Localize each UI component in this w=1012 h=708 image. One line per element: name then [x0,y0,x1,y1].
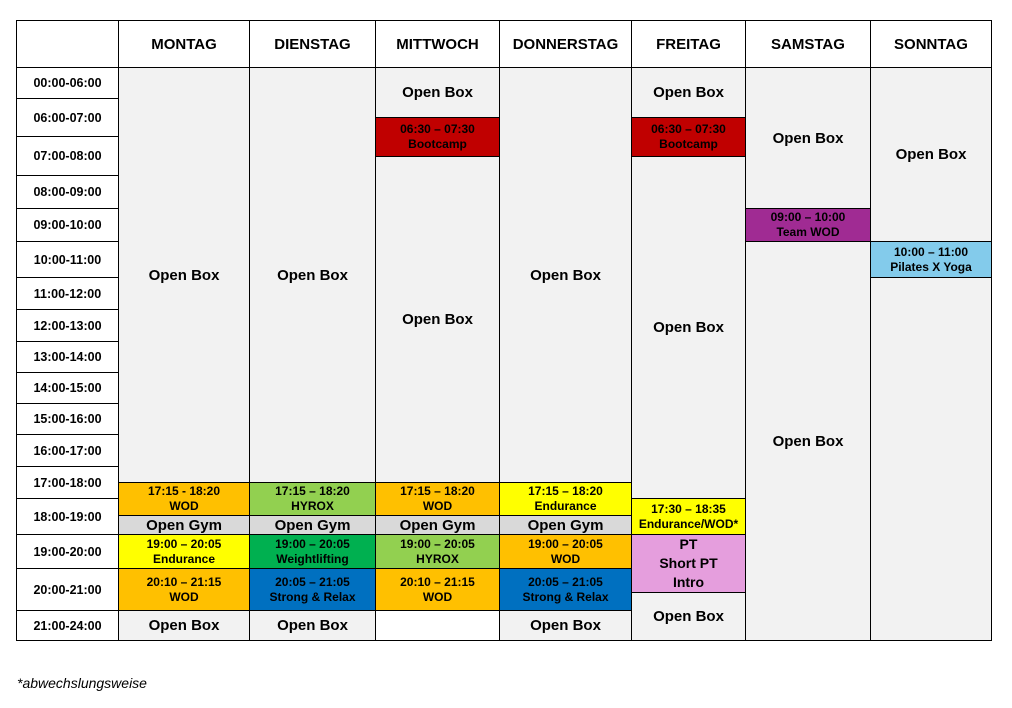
time-slot-3-line-1: 07:00-08:00 [33,149,102,163]
wednesday-hyrox-1900 [375,534,500,569]
time-slot-6-line-1: 10:00-11:00 [33,252,102,267]
friday-endurance-wod-1730-line-1: 17:30 – 18:35 [651,501,726,516]
time-slot-11-line-1: 15:00-16:00 [33,412,102,426]
header-thursday [499,20,632,68]
thursday-open-box-line-1: Open Box [530,266,601,284]
saturday-open-box-morning [745,67,871,209]
time-slot-13 [16,466,119,499]
time-slot-2-line-1: 06:00-07:00 [33,110,102,125]
saturday-open-box [745,241,871,641]
time-slot-17 [16,610,119,641]
wednesday-open-gym-line-1: Open Gym [399,516,476,534]
tuesday-weightlifting-1900-line-2: Weightlifting [276,551,349,566]
wednesday-hyrox-1900-line-2: HYROX [416,551,459,566]
time-slot-4-line-1: 08:00-09:00 [33,185,102,199]
monday-open-box-evening [118,610,250,641]
header-wednesday [375,20,500,68]
wednesday-open-box [375,156,500,483]
tuesday-hyrox-1715 [249,482,376,516]
header-tuesday [249,20,376,68]
tuesday-hyrox-1715-line-2: HYROX [291,499,334,513]
monday-open-box-evening-line-1: Open Box [148,617,220,634]
tuesday-open-box-evening-line-1: Open Box [277,617,348,634]
sunday-open-area [870,277,992,641]
friday-open-box-morning [631,67,746,118]
time-slot-16 [16,568,119,611]
tuesday-open-box-evening [249,610,376,641]
time-slot-9-line-1: 13:00-14:00 [33,350,102,364]
tuesday-strong-relax-2005 [249,568,376,611]
saturday-team-wod-0900-line-2: Team WOD [776,225,840,239]
tuesday-open-box-line-1: Open Box [277,266,348,284]
time-slot-6 [16,241,119,278]
monday-wod-2010-line-1: 20:10 – 21:15 [146,574,222,589]
saturday-team-wod-0900-line-1: 09:00 – 10:00 [770,210,846,224]
monday-wod-1715 [118,482,250,516]
header-monday-line-1: MONTAG [151,35,217,53]
friday-pt-block-line-1: PT [679,536,698,552]
sunday-pilates-yoga-1000 [870,241,992,278]
time-slot-2 [16,98,119,137]
monday-wod-1715-line-1: 17:15 - 18:20 [147,484,221,498]
time-slot-9 [16,341,119,373]
wednesday-wod-1715 [375,482,500,516]
wednesday-wod-1715-line-2: WOD [422,499,453,513]
friday-bootcamp-0630-line-1: 06:30 – 07:30 [651,122,726,136]
time-slot-1-line-1: 00:00-06:00 [33,76,102,90]
thursday-open-box [499,67,632,483]
thursday-open-gym-line-1: Open Gym [527,516,604,534]
time-slot-17-line-1: 21:00-24:00 [33,618,102,633]
thursday-wod-1900-line-1: 19:00 – 20:05 [528,536,603,551]
time-slot-3 [16,136,119,176]
time-slot-14 [16,498,119,535]
thursday-strong-relax-2005-line-2: Strong & Relax [522,589,609,604]
thursday-open-box-evening [499,610,632,641]
time-slot-12-line-1: 16:00-17:00 [33,443,102,458]
time-slot-5-line-1: 09:00-10:00 [33,218,102,232]
friday-open-box [631,156,746,499]
time-slot-16-line-1: 20:00-21:00 [33,582,102,597]
friday-bootcamp-0630 [631,117,746,157]
tuesday-weightlifting-1900-line-1: 19:00 – 20:05 [275,536,350,551]
friday-endurance-wod-1730 [631,498,746,535]
wednesday-bootcamp-0630-line-1: 06:30 – 07:30 [400,122,475,136]
friday-bootcamp-0630-line-2: Bootcamp [659,137,718,151]
time-slot-15-line-1: 19:00-20:00 [33,544,102,559]
thursday-wod-1900 [499,534,632,569]
time-slot-5 [16,208,119,242]
wednesday-empty-evening [375,610,500,641]
thursday-open-gym [499,515,632,535]
sunday-open-box-morning-line-1: Open Box [895,146,967,163]
time-slot-10 [16,372,119,404]
time-slot-10-line-1: 14:00-15:00 [33,381,102,395]
monday-wod-2010 [118,568,250,611]
header-friday [631,20,746,68]
friday-open-box-evening-line-1: Open Box [653,608,724,625]
header-saturday [745,20,871,68]
monday-wod-2010-line-2: WOD [169,589,199,604]
header-thursday-line-1: DONNERSTAG [512,35,619,53]
sunday-pilates-yoga-1000-line-2: Pilates X Yoga [890,259,972,274]
wednesday-wod-1715-line-1: 17:15 – 18:20 [400,484,475,498]
time-slot-13-line-1: 17:00-18:00 [33,475,102,490]
tuesday-strong-relax-2005-line-2: Strong & Relax [269,589,356,604]
tuesday-strong-relax-2005-line-1: 20:05 – 21:05 [275,574,350,589]
header-sunday-line-1: SONNTAG [894,35,968,53]
wednesday-wod-2010 [375,568,500,611]
tuesday-hyrox-1715-line-1: 17:15 – 18:20 [275,484,350,498]
monday-endurance-1900-line-1: 19:00 – 20:05 [146,536,222,551]
tuesday-open-box [249,67,376,483]
header-monday [118,20,250,68]
tuesday-weightlifting-1900 [249,534,376,569]
time-slot-14-line-1: 18:00-19:00 [33,509,102,524]
wednesday-open-box-morning [375,67,500,118]
saturday-team-wod-0900 [745,208,871,242]
saturday-open-box-line-1: Open Box [772,432,844,450]
time-slot-1 [16,67,119,99]
friday-open-box-evening [631,592,746,641]
time-slot-7 [16,277,119,310]
header-saturday-line-1: SAMSTAG [771,35,845,53]
wednesday-bootcamp-0630-line-2: Bootcamp [408,137,467,151]
tuesday-open-gym [249,515,376,535]
monday-open-box-line-1: Open Box [148,266,220,284]
friday-open-box-line-1: Open Box [653,319,724,336]
header-corner [16,20,119,68]
monday-endurance-1900-line-2: Endurance [152,551,215,566]
friday-pt-block-line-2: Short PT [659,555,718,571]
time-slot-8 [16,309,119,342]
time-slot-11 [16,403,119,435]
time-slot-8-line-1: 12:00-13:00 [33,318,102,333]
thursday-endurance-1715 [499,482,632,516]
wednesday-hyrox-1900-line-1: 19:00 – 20:05 [400,536,475,551]
thursday-endurance-1715-line-2: Endurance [534,499,597,513]
footnote: *abwechslungsweise [17,675,147,691]
thursday-endurance-1715-line-1: 17:15 – 18:20 [528,484,603,498]
time-slot-12 [16,434,119,467]
monday-open-gym [118,515,250,535]
friday-open-box-morning-line-1: Open Box [653,84,724,101]
wednesday-open-box-line-1: Open Box [402,311,473,328]
time-slot-4 [16,175,119,209]
thursday-strong-relax-2005 [499,568,632,611]
monday-endurance-1900 [118,534,250,569]
thursday-strong-relax-2005-line-1: 20:05 – 21:05 [528,574,603,589]
sunday-pilates-yoga-1000-line-1: 10:00 – 11:00 [893,244,969,259]
monday-open-gym-line-1: Open Gym [146,516,222,534]
friday-endurance-wod-1730-line-2: Endurance/WOD* [638,516,739,531]
wednesday-wod-2010-line-2: WOD [422,589,453,604]
header-wednesday-line-1: MITTWOCH [396,35,479,53]
friday-pt-block [631,534,746,593]
time-slot-15 [16,534,119,569]
wednesday-open-box-morning-line-1: Open Box [402,84,473,101]
time-slot-7-line-1: 11:00-12:00 [33,286,102,301]
monday-wod-1715-line-2: WOD [169,499,199,513]
header-tuesday-line-1: DIENSTAG [274,35,351,53]
friday-pt-block-line-3: Intro [672,574,705,590]
wednesday-bootcamp-0630 [375,117,500,157]
saturday-open-box-morning-line-1: Open Box [772,129,844,147]
header-sunday [870,20,992,68]
tuesday-open-gym-line-1: Open Gym [274,516,351,534]
header-friday-line-1: FREITAG [656,35,721,53]
sunday-open-box-morning [870,67,992,242]
wednesday-open-gym [375,515,500,535]
thursday-open-box-evening-line-1: Open Box [530,617,601,634]
thursday-wod-1900-line-2: WOD [550,551,581,566]
wednesday-wod-2010-line-1: 20:10 – 21:15 [400,574,475,589]
monday-open-box [118,67,250,483]
